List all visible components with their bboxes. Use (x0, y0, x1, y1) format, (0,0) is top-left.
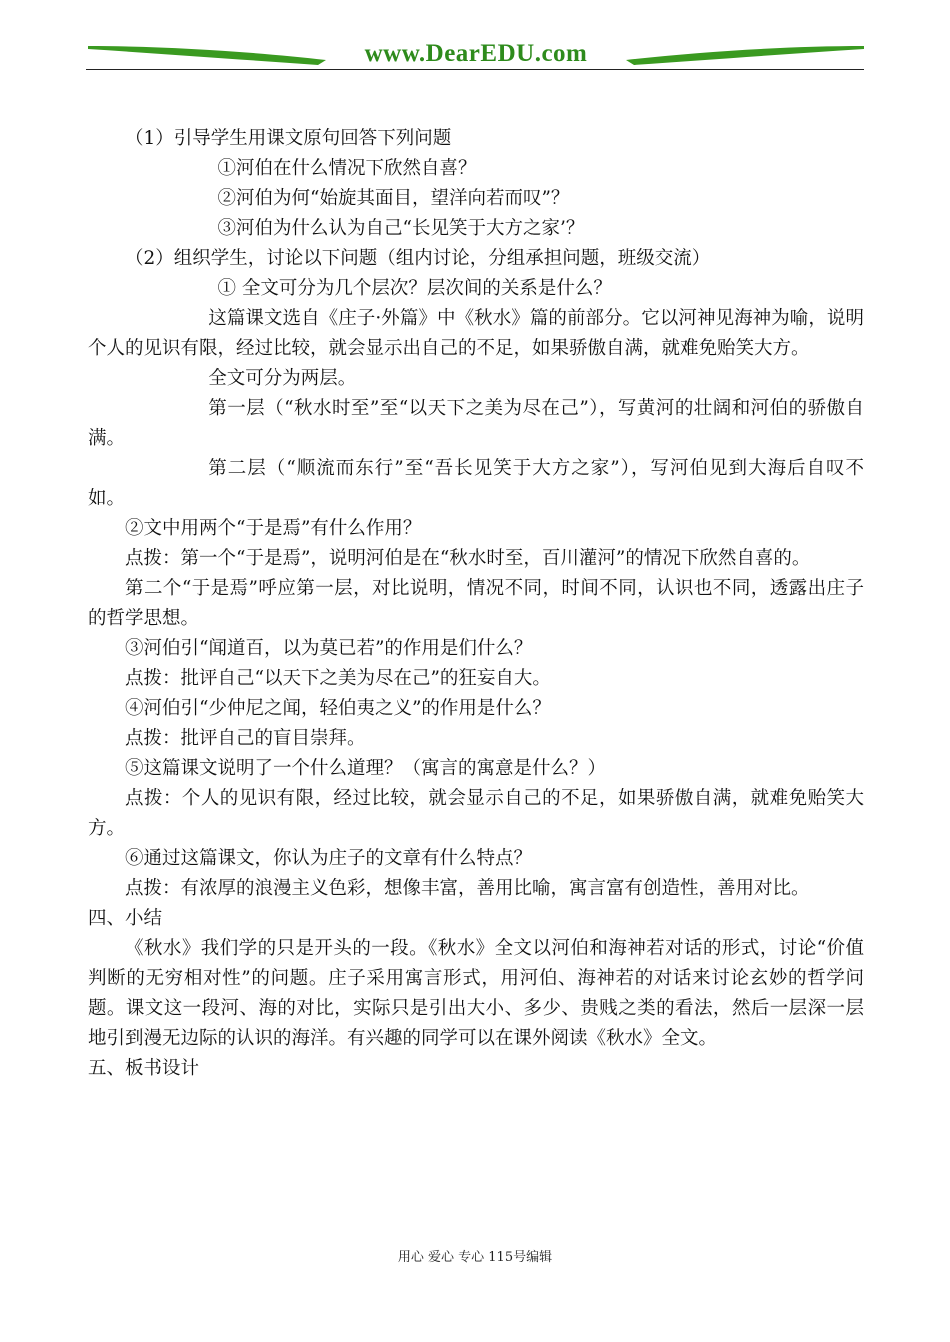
section-heading: 四、小结 (88, 908, 163, 929)
paragraph: 点拨：第一个“于是焉”，说明河伯是在“秋水时至，百川灌河”的情况下欣然自喜的。 (125, 548, 811, 569)
document-body (88, 124, 864, 1084)
page-header (86, 38, 866, 72)
section-heading: 五、板书设计 (88, 1058, 200, 1079)
paragraph: ③河伯引“闻道百，以为莫已若”的作用是们什么？ (125, 638, 533, 659)
paragraph: ②河伯为何“始旋其面目，望洋向若而叹”？ (217, 188, 570, 209)
paragraph: ①河伯在什么情况下欣然自喜？ (217, 158, 477, 179)
paragraph: ⑤这篇课文说明了一个什么道理？（寓言的寓意是什么？） (125, 758, 607, 779)
site-logo-text: www.DearEDU.com (364, 40, 588, 67)
paragraph: （2）组织学生，讨论以下问题（组内讨论，分组承担问题，班级交流） (125, 248, 711, 269)
paragraph: ⑥通过这篇课文，你认为庄子的文章有什么特点？ (125, 848, 533, 869)
paragraph: 点拨：批评自己的盲目崇拜。 (125, 728, 366, 749)
paragraph: 点拨：个人的见识有限，经过比较，就会显示自己的不足，如果骄傲自满，就难免贻笑大方。 (88, 788, 864, 839)
paragraph: ④河伯引“少仲尼之闻，轻伯夷之义”的作用是什么？ (125, 698, 551, 719)
paragraph: 《秋水》我们学的只是开头的一段。《秋水》全文以河伯和海神若对话的形式，讨论“价值判断的无穷相对性”的问题。庄子采用寓言形式，用河伯、海神若的对话来讨论玄妙的哲学问题。课文这一段河、海的对比，实际只是引出大小、多少、贵贱之类的看法，然后一层深一层地引到漫无边际的认识的海洋。有兴趣的同学可以在课外阅读《秋水》全文。 (88, 938, 864, 1049)
header-divider (86, 69, 864, 70)
paragraph: 第二层（“顺流而东行”至“吾长见笑于大方之家”），写河伯见到大海后自叹不如。 (88, 458, 864, 509)
paragraph: 这篇课文选自《庄子·外篇》中《秋水》篇的前部分。它以河神见海神为喻，说明个人的见识有限，经过比较，就会显示出自己的不足，如果骄傲自满，就难免贻笑大方。 (88, 308, 864, 359)
paragraph: 第一层（“秋水时至”至“以天下之美为尽在己”），写黄河的壮阔和河伯的骄傲自满。 (88, 398, 864, 449)
paragraph: ③河伯为什么认为自己“长见笑于大方之家’？ (217, 218, 585, 239)
paragraph: ① 全文可分为几个层次？层次间的关系是什么？ (217, 278, 612, 299)
paragraph: 点拨：有浓厚的浪漫主义色彩，想像丰富，善用比喻，寓言富有创造性，善用对比。 (125, 878, 810, 899)
paragraph: ②文中用两个“于是焉”有什么作用？ (125, 518, 422, 539)
paragraph: 点拨：批评自己“以天下之美为尽在己”的狂妄自大。 (125, 668, 551, 689)
paragraph: 全文可分为两层。 (208, 368, 357, 389)
paragraph: 第二个“于是焉”呼应第一层，对比说明，情况不同，时间不同，认识也不同，透露出庄子的哲学思想。 (88, 578, 864, 629)
page-footer: 用心 爱心 专心 115号编辑 (397, 1250, 553, 1265)
paragraph: （1）引导学生用课文原句回答下列问题 (125, 128, 452, 149)
